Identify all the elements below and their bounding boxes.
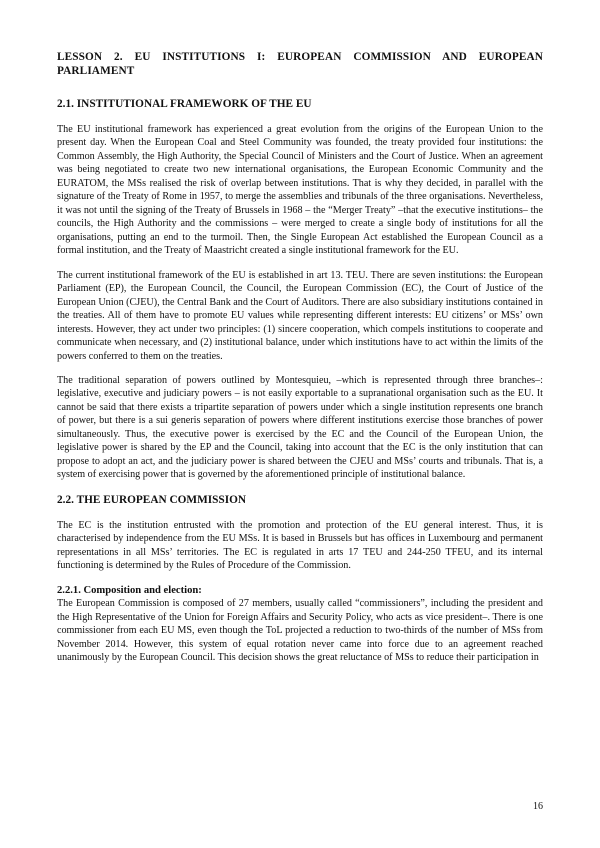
section-heading-2-2: 2.2. THE EUROPEAN COMMISSION — [57, 493, 247, 506]
paragraph: The traditional separation of powers outlined by Montesquieu, –which is represented through three branches–: legislative, executive and judiciary powers – is not easily exportable to a supranational organisation such as the EU. It cannot be said that there exists a tripartite separation of powers under which a single institution represents one branch of power, but there is a sui generis separation of powers where different institutions exercise those branches of power simultaneously. Thus, the executive power is exercised by the EC and the Council of the European Union, the legislative power is shared by the EP and the Council, taking into account that the EC is the only institution that can propose to adopt an act, and the judiciary power is shared between the CJEU and MSs’ courts and tribunals. That is, a system of exercising power that is governed by the aforementioned principle of institutional balance. — [57, 374, 543, 481]
lesson-title: LESSON 2. EU INSTITUTIONS I: EUROPEAN COMMISSION AND EUROPEAN PARLIAMENT — [57, 51, 543, 77]
document-page — [57, 50, 543, 664]
paragraph: The EU institutional framework has experienced a great evolution from the origins of the European Union to the present day. When the European Coal and Steel Community was founded, the treaty provided four institutions: the Common Assembly, the High Authority, the Special Council of Ministers and the Court of Justice. When an agreement was being negotiated to create two new international organisations, the European Economic Community and the EURATOM, the MSs realised the risk of overlap between institutions. That is why they decided, in parallel with the signature of the Treaty of Rome in 1957, to merge the assemblies and tribunals of the three organisations. Nevertheless, it was not until the signing of the Treaty of Brussels in 1968 – the “Merger Treaty” –that the executive institutions– the councils, the High Authority and the commissions – were merged to create a single body of institutions for all the organisations, putting an end to the turmoil. Then, the Single European Act established the European Council as a formal institution, and the Treaty of Maastricht created a single institutional framework for the EU. — [57, 124, 543, 257]
section-heading-2-1: 2.1. INSTITUTIONAL FRAMEWORK OF THE EU — [57, 98, 312, 110]
page-number: 16 — [533, 801, 543, 812]
paragraph: The European Commission is composed of 27 members, usually called “commissioners”, including the president and the High Representative of the Union for Foreign Affairs and Security Policy, who acts as vice president–. There is one commissioner from each EU MS, even though the ToL projected a reduction to two-thirds of the number of MSs from November 2014. However, this system of equal rotation never came into force due to an agreement reached unanimously by the European Council. This decision shows the great reluctance of MSs to reduce their participation in — [57, 598, 543, 663]
paragraph: The current institutional framework of the EU is established in art 13. TEU. There are seven institutions: the European Parliament (EP), the European Council, the Council, the European Commission (EC), the Court of Justice of the European Union (CJEU), the Central Bank and the Court of Auditors. There are also subsidiary institutions contained in the treaties. All of them have to promote EU values while representing different interests: EU citizens’ or MSs’ own interests. However, they act under two principles: (1) sincere cooperation, which compels institutions to cooperate and communicate when necessary, and (2) institutional balance, under which institutions have to act within the limits of the powers conferred to them on the treaties. — [57, 269, 543, 362]
subsection-heading-2-2-1: 2.2.1. Composition and election: — [57, 584, 202, 596]
paragraph: The EC is the institution entrusted with the promotion and protection of the EU general interest. Thus, it is characterised by independence from the EU MSs. It is based in Brussels but has offices in Luxembourg and permanent representations in all MSs’ territories. The EC is regulated in arts 17 TEU and 244-250 TFEU, and its internal functioning is determined by the Rules of Procedure of the Commission. — [57, 519, 543, 572]
